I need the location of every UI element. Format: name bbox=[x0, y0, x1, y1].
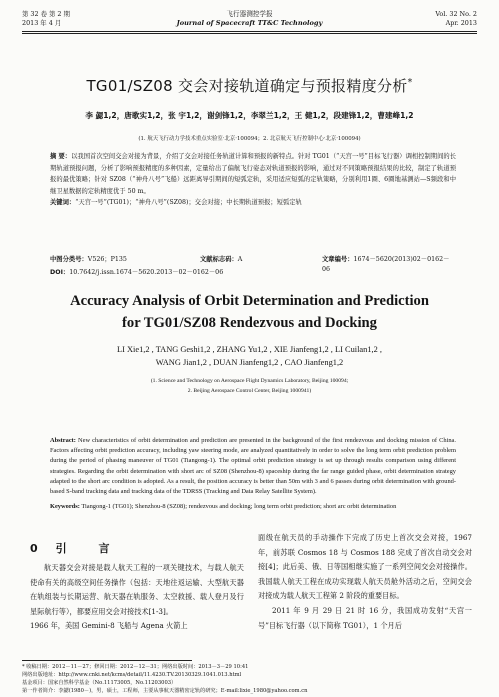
doi-label: DOI： bbox=[50, 269, 70, 276]
date-en: Apr. 2013 bbox=[445, 19, 477, 27]
section-heading bbox=[30, 540, 124, 556]
header-rule-thin bbox=[22, 33, 477, 34]
header-rule bbox=[22, 31, 477, 32]
footnote-author-bio: 第一作者简介：李勰(1980－)，男，硕士，工程师，主要从事航天器精密定轨的研究；E-mail:lixie_1980@yahoo.com.cn bbox=[22, 688, 308, 694]
abstract-cn bbox=[50, 151, 456, 209]
authors-cn: 李 勰1,2，唐歌实1,2，张 宇1,2，谢剑锋1,2，李翠兰1,2，王 健1,2，段建锋1,2，曹建峰1,2 bbox=[85, 111, 414, 120]
clc-value: V526；P135 bbox=[87, 256, 127, 263]
title-en bbox=[0, 290, 499, 334]
footnote-rule bbox=[22, 660, 192, 661]
authors-en-line1: LI Xie1,2 , TANG Geshi1,2 , ZHANG Yu1,2 , XIE Jianfeng1,2 , LI Cuilan1,2 , bbox=[117, 345, 382, 354]
header-right bbox=[435, 10, 477, 28]
header-center bbox=[0, 10, 499, 28]
affiliation-en bbox=[0, 376, 499, 396]
keywords-cn-label: 关键词： bbox=[50, 199, 76, 206]
title-en-line2: for TG01/SZ08 Rendezvous and Docking bbox=[122, 315, 377, 331]
title-cn bbox=[0, 75, 499, 96]
intro-right-text-bottom: 2011 年 9 月 29 日 21 时 16 分，我国成功发射“天宫一号”目标飞行器（以下简称 TG01），1 个月后 bbox=[258, 605, 472, 630]
footnote-online-url: 网络出版地址：http://www.cnki.net/kcms/detail/11.4230.TV.20130329.1041.013.html bbox=[22, 672, 242, 678]
intro-right-text-top: 面级在航天员的手动操作下完成了历史上首次交会对接，1967 年，前苏联 Cosmos 18 与 Cosmos 188 完成了首次自动交会对接[4]；此后美、俄、日等国相继实施了一系列空间交会对接操作。我国载人航天工程在成功实现载人航天员舱外活动之后，空间交会对接成为载人航天工程第 2 阶段的重要目标。 bbox=[258, 533, 472, 601]
affiliation-cn: (1. 航天飞行动力学技术重点实验室·北京·100094；2. 北京航天飞行控制中心·北京·100094) bbox=[138, 136, 361, 142]
title-en-line1: Accuracy Analysis of Orbit Determination and Prediction bbox=[70, 293, 429, 309]
title-footnote-mark: * bbox=[407, 77, 413, 88]
doi-value: 10.7642/j.issn.1674－5620.2013－02－0162－06 bbox=[69, 269, 224, 276]
authors-en-line2: WANG Jian1,2 , DUAN Jianfeng1,2 , CAO Jianfeng1,2 bbox=[155, 358, 344, 367]
keywords-en bbox=[50, 502, 456, 512]
affiliation-en-line1: (1. Science and Technology on Aerospace Flight Dynamics Laboratory, Beijing 100094; bbox=[150, 378, 349, 384]
keywords-en-label: Keywords: bbox=[50, 503, 80, 510]
affiliation-en-line2: 2. Beijing Aerospace Control Center, Beijing 1000941) bbox=[187, 388, 312, 394]
abstract-cn-label: 摘 要： bbox=[50, 153, 72, 160]
volume-en: Vol. 32 No. 2 bbox=[435, 10, 477, 18]
doi-row bbox=[50, 268, 456, 278]
article-no-value: 1674－5620(2013)02－0162－06 bbox=[322, 256, 450, 273]
authors-en bbox=[0, 343, 499, 369]
abstract-en-label: Abstract: bbox=[50, 437, 76, 444]
journal-name-en: Journal of Spacecraft TT&C Technology bbox=[176, 19, 323, 27]
keywords-cn-text: “天宫一号”(TG01)；“神舟八号”(SZ08)；交会对接；中长期轨道预报；短弧定轨 bbox=[75, 199, 302, 206]
article-no-label: 文章编号： bbox=[322, 256, 354, 263]
date-cn: 2013 年 4 月 bbox=[22, 19, 62, 27]
intro-left-column bbox=[30, 561, 244, 634]
section-number: 0 bbox=[30, 542, 56, 555]
journal-name-cn: 飞行器测控学报 bbox=[226, 10, 273, 18]
doc-code-value: A bbox=[237, 256, 243, 263]
abstract-cn-text: 以我国首次空间交会对接为背景，介绍了交会对接任务轨道计算和预报的新特点。针对 TG01（“天宫一号”目标飞行器）调相控制期间的长期轨道预报问题，分析了影响预报精度的多种因素，定量给出了偏航飞行姿态对轨道预报的影响，通过对不同策略预报结果的比较，制定了轨道预报的最优策略；针对 SZ08（“神舟八号”飞船）远距离导引期间的短弧定轨，采用适应短弧的定轨策略，分别利用1圈、6圈地基测站—S频段和中继卫星数据的定轨精度优于 50 m。 bbox=[50, 153, 456, 195]
abstract-en-text: New characteristics of orbit determination and prediction are presented in the background of the first rendezvous and docking mission of China. Factors affecting orbit prediction accuracy, including yaw steering mode, are analyzed quantitatively in order to solve the long term orbit prediction problem during the period of phasing maneuver of TG01 (Tiangong-1). The optimal orbit prediction strategy is set up through results comparison using different strategies. Regarding the orbit determination with short arc of SZ08 (Shenzhou-8) spaceship during the far range guided phase, orbit determination strategy adapted to the short arc condition is adopted. As a result, the position accuracy is better than 50m with 3 and 6 passes during orbit determination with ground-based S-band tracking data and tracking data of the TDRSS (Tracking and Data Relay Satellite System). bbox=[50, 437, 456, 496]
doc-code-label: 文献标志码： bbox=[200, 256, 238, 263]
abstract-en bbox=[50, 436, 456, 497]
intro-left-text: 航天器交会对接是载人航天工程的一项关键技术，与载人航天使命有关的高级空间任务操作（包括：天地往返运输、大型航天器在轨组装与长期运营、航天器在轨服务、太空救援、载人登月及行星际航行等），都要应用交会对接技术[1-3]。 1966 年，美国 Gemini-8 飞船与 Agena 火箭上 bbox=[30, 563, 244, 631]
volume-cn: 第 32 卷 第 2 期 bbox=[22, 10, 70, 18]
footnote-funding: 基金项目：国家自然科学基金（No.11173005，No.11203003） bbox=[22, 680, 177, 686]
keywords-en-text: Tiangong-1 (TG01); Shenzhou-8 (SZ08); rendezvous and docking; long term orbit prediction; short arc orbit determination bbox=[81, 503, 397, 510]
title-cn-text: TG01/SZ08 交会对接轨道确定与预报精度分析 bbox=[86, 77, 408, 95]
intro-right-column bbox=[258, 531, 472, 633]
section-title: 引 言 bbox=[55, 542, 124, 555]
footnote-received: * 收稿日期：2012－11－27；修回日期：2012－12－31；网络出版时间：2013－3－29 10:41 bbox=[22, 664, 249, 670]
clc-label: 中图分类号： bbox=[50, 256, 88, 263]
footnote bbox=[22, 663, 477, 695]
